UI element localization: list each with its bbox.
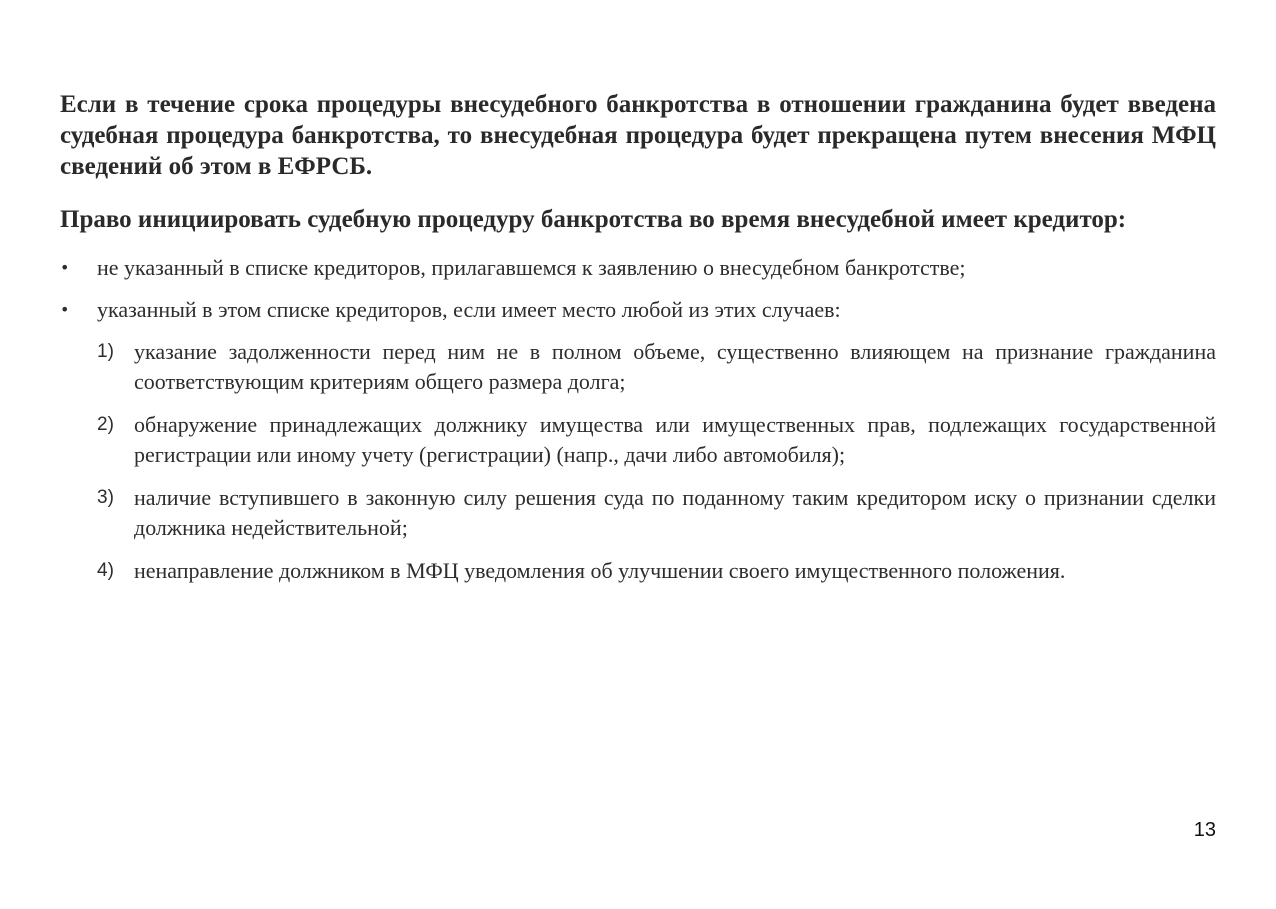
numbered-item-text: обнаружение принадлежащих должнику имущества или имущественных прав, подлежащих государственной регистрации или иному учету (регистрации) (напр., дачи либо автомобиля); [134, 412, 1216, 467]
item-number: 3) [97, 487, 114, 508]
paragraph-creditor-right: Право инициировать судебную процедуру банкротства во время внесудебной имеет кредитор: [60, 206, 1127, 233]
bullet-list [60, 253, 1216, 325]
numbered-item [60, 483, 1216, 543]
numbered-item-text: ненаправление должником в МФЦ уведомления об улучшении своего имущественного положения. [134, 558, 1066, 583]
page-number: 13 [1193, 819, 1216, 841]
page-content [60, 89, 1216, 599]
bullet-item-text: указанный в этом списке кредиторов, если имеет место любой из этих случаев: [97, 297, 841, 322]
bullet-icon: • [60, 300, 70, 319]
numbered-list [60, 337, 1216, 586]
numbered-item-text: наличие вступившего в законную силу решения суда по поданному таким кредитором иску о признании сделки должника недействительной; [134, 485, 1216, 540]
bullet-item [60, 295, 1216, 325]
numbered-item [60, 337, 1216, 397]
item-number: 4) [97, 560, 114, 581]
paragraph-procedure-termination: Если в течение срока процедуры внесудебного банкротства в отношении гражданина будет введена судебная процедура банкротства, то внесудебная процедура будет прекращена путем внесения МФЦ сведений об этом в ЕФРСБ. [60, 91, 1216, 180]
bullet-item [60, 253, 1216, 283]
bullet-item-text: не указанный в списке кредиторов, прилагавшемся к заявлению о внесудебном банкротстве; [97, 255, 966, 280]
numbered-item-text: указание задолженности перед ним не в полном объеме, существенно влияющем на признание гражданина соответствующим критериям общего размера долга; [134, 339, 1216, 394]
item-number: 1) [97, 341, 114, 362]
numbered-item [60, 556, 1216, 586]
item-number: 2) [97, 414, 114, 435]
numbered-item [60, 410, 1216, 470]
bullet-icon: • [60, 258, 70, 277]
